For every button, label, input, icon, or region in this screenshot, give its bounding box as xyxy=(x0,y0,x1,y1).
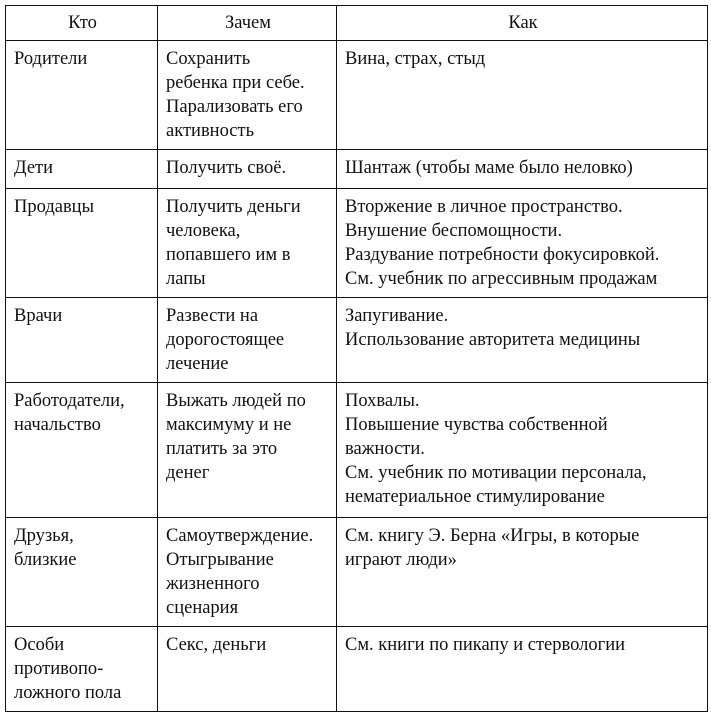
cell-text-line: Друзья, xyxy=(14,526,74,546)
cell-text-line: Продавцы xyxy=(14,197,95,217)
cell-who xyxy=(6,298,158,383)
cell-text-line: Внушение беспомощности. xyxy=(345,221,563,241)
cell-how xyxy=(337,627,708,712)
cell-text-line: нематериальное стимулирование xyxy=(345,487,605,507)
header-how: Как xyxy=(337,6,708,41)
table-row xyxy=(6,189,708,298)
cell-how xyxy=(337,383,708,518)
cell-text-line: дорогостоящее xyxy=(166,330,285,350)
header-who: Кто xyxy=(6,6,158,41)
table-row xyxy=(6,518,708,627)
cell-text-line: начальство xyxy=(14,415,101,435)
cell-text-line: См. учебник по мотивации персонала, xyxy=(345,463,647,483)
cell-text-line: максимуму и не xyxy=(166,415,292,435)
cell-text-line: Похвалы. xyxy=(345,391,420,411)
table-row xyxy=(6,383,708,518)
cell-why xyxy=(158,150,337,189)
cell-text-line: Раздувание потребности фокусировкой. xyxy=(345,245,660,265)
header-row xyxy=(6,6,708,41)
cell-who xyxy=(6,189,158,298)
cell-how xyxy=(337,150,708,189)
table-row xyxy=(6,298,708,383)
cell-how xyxy=(337,518,708,627)
cell-text-line: Парализовать его xyxy=(166,97,303,117)
cell-text-line: Родители xyxy=(14,49,88,69)
cell-who xyxy=(6,41,158,150)
table-row xyxy=(6,627,708,712)
cell-text-line: Получить деньги xyxy=(166,197,301,217)
cell-text-line: противопо- xyxy=(14,659,104,679)
cell-text-line: денег xyxy=(166,463,210,483)
cell-text-line: важности. xyxy=(345,439,425,459)
cell-why xyxy=(158,518,337,627)
cell-text-line: человека, xyxy=(166,221,241,241)
cell-text-line: Использование авторитета медицины xyxy=(345,330,641,350)
cell-who xyxy=(6,518,158,627)
cell-why xyxy=(158,41,337,150)
cell-how xyxy=(337,189,708,298)
cell-text-line: Врачи xyxy=(14,306,63,326)
cell-why xyxy=(158,189,337,298)
cell-who xyxy=(6,150,158,189)
cell-text-line: сценария xyxy=(166,598,239,618)
cell-text-line: Секс, деньги xyxy=(166,635,267,655)
cell-text-line: Работодатели, xyxy=(14,391,125,411)
cell-why xyxy=(158,298,337,383)
cell-text-line: Вина, страх, стыд xyxy=(345,49,486,69)
table-row xyxy=(6,150,708,189)
cell-text-line: Запугивание. xyxy=(345,306,449,326)
cell-text-line: См. книгу Э. Берна «Игры, в которые xyxy=(345,526,640,546)
cell-text-line: платить за это xyxy=(166,439,278,459)
cell-text-line: играют люди» xyxy=(345,550,457,570)
cell-text-line: Получить своё. xyxy=(166,158,287,178)
cell-text-line: лечение xyxy=(166,354,229,374)
cell-text-line: Вторжение в личное пространство. xyxy=(345,197,623,217)
cell-text-line: близкие xyxy=(14,550,77,570)
cell-why xyxy=(158,627,337,712)
cell-text-line: Развести на xyxy=(166,306,259,326)
cell-text-line: Отыгрывание xyxy=(166,550,274,570)
cell-who xyxy=(6,627,158,712)
cell-text-line: Самоутверждение. xyxy=(166,526,314,546)
motives-table xyxy=(5,5,708,712)
cell-text-line: Шантаж (чтобы маме было неловко) xyxy=(345,158,633,178)
cell-text-line: ребенка при себе. xyxy=(166,73,305,93)
cell-text-line: Повышение чувства собственной xyxy=(345,415,608,435)
cell-text-line: Дети xyxy=(14,158,54,178)
table-row xyxy=(6,41,708,150)
cell-why xyxy=(158,383,337,518)
cell-how xyxy=(337,41,708,150)
cell-text-line: активность xyxy=(166,121,255,141)
cell-text-line: попавшего им в xyxy=(166,245,291,265)
header-why: Зачем xyxy=(158,6,337,41)
cell-text-line: ложного пола xyxy=(14,683,122,703)
cell-text-line: Сохранить xyxy=(166,49,251,69)
cell-text-line: лапы xyxy=(166,269,206,289)
cell-text-line: Выжать людей по xyxy=(166,391,306,411)
cell-text-line: См. учебник по агрессивным продажам xyxy=(345,269,658,289)
cell-text-line: См. книги по пикапу и стервологии xyxy=(345,635,625,655)
cell-text-line: Особи xyxy=(14,635,65,655)
cell-text-line: жизненного xyxy=(166,574,260,594)
cell-who xyxy=(6,383,158,518)
cell-how xyxy=(337,298,708,383)
